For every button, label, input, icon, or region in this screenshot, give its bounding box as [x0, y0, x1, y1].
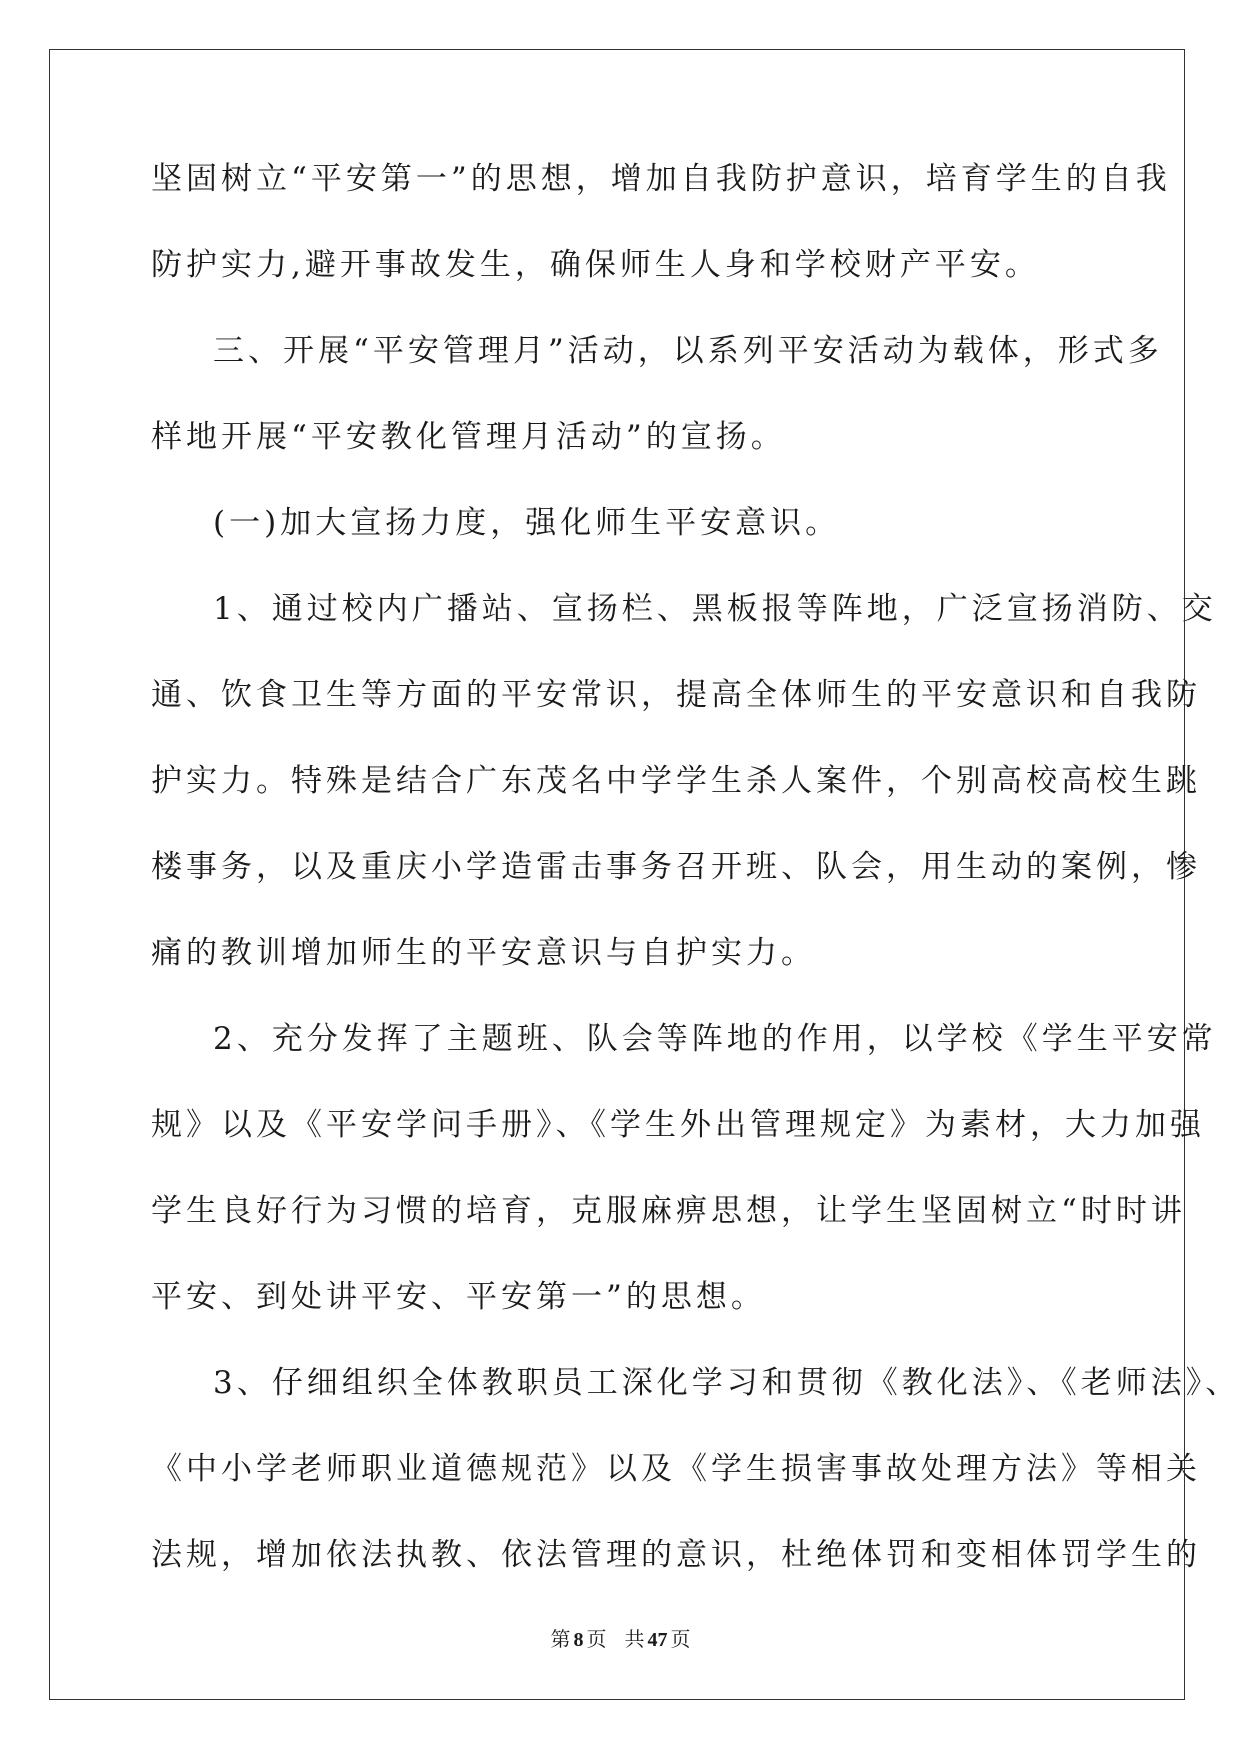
text-line: 样地开展“平安教化管理月活动”的宣扬。: [151, 419, 786, 455]
text-line: 平安、到处讲平安、平安第一”的思想。: [151, 1279, 766, 1315]
page-prefix: 第: [550, 1627, 571, 1651]
total-prefix: 共: [624, 1627, 645, 1651]
text-line: (一)加大宣扬力度，强化师生平安意识。: [213, 505, 841, 541]
page-current: 8: [573, 1629, 584, 1651]
text-line: 通、饮食卫生等方面的平安常识，提高全体师生的平安意识和自我防: [151, 677, 1201, 713]
text-line: 楼事务，以及重庆小学造雷击事务召开班、队会，用生动的案例，惨: [151, 849, 1201, 885]
total-suffix: 页: [670, 1627, 691, 1651]
page-total: 47: [647, 1629, 668, 1651]
text-line: 法规，增加依法执教、依法管理的意识，杜绝体罚和变相体罚学生的: [151, 1537, 1201, 1573]
text-line: 《中小学老师职业道德规范》以及《学生损害事故处理方法》等相关: [151, 1451, 1201, 1487]
page-footer: [0, 1627, 1241, 1652]
text-line: 学生良好行为习惯的培育，克服麻痹思想，让学生坚固树立“时时讲: [151, 1193, 1186, 1229]
text-line: 三、开展“平安管理月”活动，以系列平安活动为载体，形式多: [213, 333, 1163, 369]
text-line: 痛的教训增加师生的平安意识与自护实力。: [151, 935, 816, 971]
text-line: 护实力。特殊是结合广东茂名中学学生杀人案件，个别高校高校生跳: [151, 763, 1201, 799]
text-line: 防护实力,避开事故发生，确保师生人身和学校财产平安。: [151, 247, 1040, 283]
document-body: [151, 161, 1241, 1624]
text-line: 2、充分发挥了主题班、队会等阵地的作用，以学校《学生平安常: [213, 1021, 1217, 1057]
text-line: 1、通过校内广播站、宣扬栏、黑板报等阵地，广泛宣扬消防、交: [213, 591, 1217, 627]
text-line: 规》以及《平安学问手册》、《学生外出管理规定》为素材，大力加强: [151, 1107, 1205, 1143]
text-line: 坚固树立“平安第一”的思想，增加自我防护意识，培育学生的自我: [151, 161, 1171, 197]
text-line: 3、仔细组织全体教职员工深化学习和贯彻《教化法》、《老师法》、: [213, 1365, 1241, 1401]
page-suffix: 页: [586, 1627, 607, 1651]
